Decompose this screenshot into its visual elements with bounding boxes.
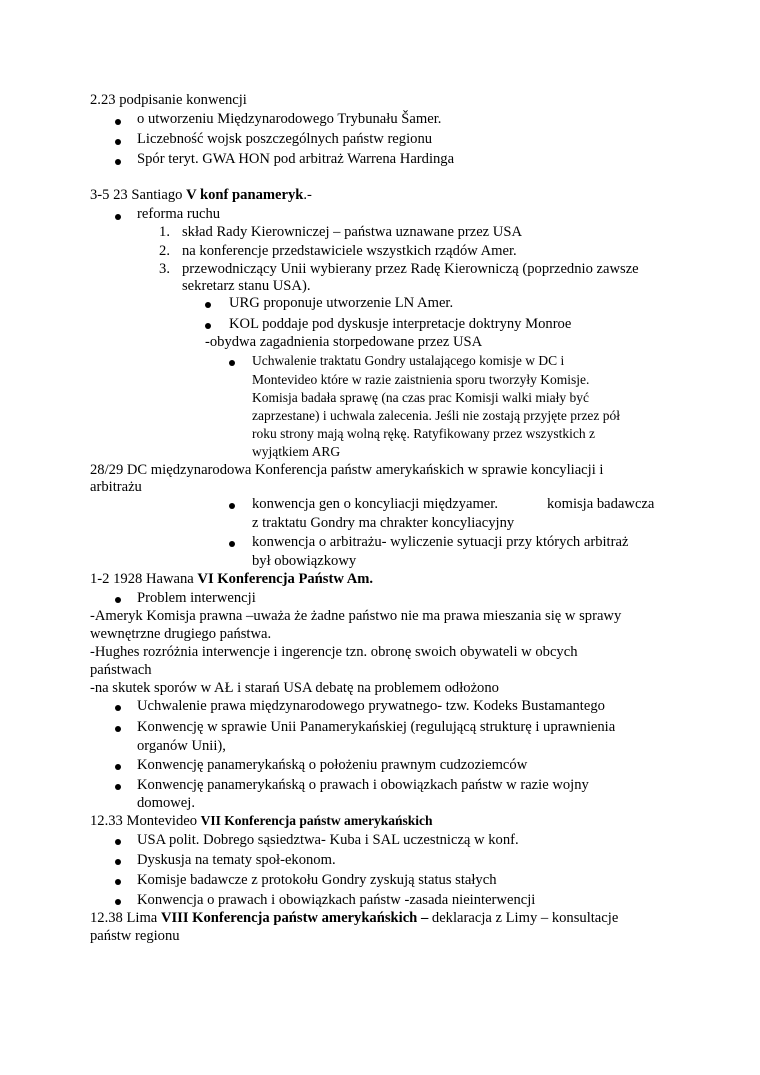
list-item: Konwencja o prawach i obowiązkach państw -zasada nieinterwencji — [137, 892, 536, 908]
bullet-icon — [229, 360, 235, 366]
bullet-icon — [115, 859, 121, 865]
section-heading-4: 1-2 1928 Hawana VI Konferencja Państw Am. — [90, 571, 374, 587]
bullet-icon — [229, 503, 235, 509]
list-item: przewodniczący Unii wybierany przez Radę Kierowniczą (poprzednio zawsze — [182, 261, 639, 277]
list-item-tab-text: komisja badawcza — [547, 496, 655, 512]
list-item-continuation: domowej. — [137, 795, 195, 811]
bullet-icon — [115, 784, 121, 790]
list-item-continuation: z traktatu Gondry ma chrakter koncyliacyjny — [252, 515, 515, 531]
section-heading-6-continuation: państw regionu — [90, 928, 180, 944]
bullet-icon — [115, 159, 121, 165]
list-item-continuation: zaprzestane) i uchwala zalecenia. Jeśli nie zostają przyjęte przez pół — [252, 408, 621, 423]
section-heading-6: 12.38 Lima VIII Konferencja państw amerykańskich – deklaracja z Limy – konsultacje — [90, 910, 619, 926]
text-line: -Ameryk Komisja prawna –uważa że żadne państwo nie ma prawa mieszania się w sprawy — [90, 608, 622, 624]
list-item: USA polit. Dobrego sąsiedztwa- Kuba i SAL uczestniczą w konf. — [137, 832, 519, 848]
list-item-continuation: Montevideo które w razie zaistnienia sporu tworzyły Komisje. — [252, 372, 590, 387]
bullet-icon — [115, 764, 121, 770]
list-item: Liczebność wojsk poszczególnych państw regionu — [137, 131, 433, 147]
list-item-continuation: organów Unii), — [137, 738, 226, 754]
bullet-icon — [115, 597, 121, 603]
bullet-icon — [115, 139, 121, 145]
note-line: -obydwa zagadnienia storpedowane przez USA — [205, 334, 483, 350]
bullet-icon — [229, 541, 235, 547]
list-item: reforma ruchu — [137, 206, 221, 222]
list-item-continuation: roku strony mają wolną rękę. Ratyfikowany przez wszystkich z — [252, 426, 596, 441]
bullet-icon — [115, 119, 121, 125]
section-heading-5: 12.33 Montevideo VII Konferencja państw amerykańskich — [90, 813, 433, 829]
text-line: wewnętrzne drugiego państwa. — [90, 626, 272, 642]
bullet-icon — [115, 879, 121, 885]
list-item: konwencja o arbitrażu- wyliczenie sytuacji przy których arbitraż — [252, 534, 629, 550]
list-item: skład Rady Kierowniczej – państwa uznawane przez USA — [182, 224, 522, 240]
text-line: państwach — [90, 662, 152, 678]
section-heading-3: 28/29 DC międzynarodowa Konferencja państw amerykańskich w sprawie koncyliacji i — [90, 462, 604, 478]
list-item-continuation: Komisja badała sprawę (na czas prac Komisji walki miały być — [252, 390, 590, 405]
list-item: KOL poddaje pod dyskusje interpretacje doktryny Monroe — [229, 316, 572, 332]
list-number: 1. — [159, 224, 170, 240]
bullet-icon — [115, 899, 121, 905]
list-item: konwencja gen o koncyliacji międzyamer. — [252, 496, 498, 512]
bullet-icon — [205, 302, 211, 308]
list-number: 2. — [159, 243, 170, 259]
section-heading-1: 2.23 podpisanie konwencji — [90, 92, 247, 108]
list-item-continuation: był obowiązkowy — [252, 553, 357, 569]
list-item: Spór teryt. GWA HON pod arbitraż Warrena Hardinga — [137, 151, 455, 167]
list-item-continuation: wyjątkiem ARG — [252, 444, 341, 459]
bullet-icon — [115, 705, 121, 711]
list-item: Komisje badawcze z protokołu Gondry zyskują status stałych — [137, 872, 497, 888]
list-number: 3. — [159, 261, 170, 277]
text-line: -na skutek sporów w AŁ i starań USA debatę na problemem odłożono — [90, 680, 499, 696]
list-item-continuation: sekretarz stanu USA). — [182, 278, 311, 294]
bullet-icon — [115, 839, 121, 845]
list-item: na konferencje przedstawiciele wszystkich rządów Amer. — [182, 243, 517, 259]
list-item: URG proponuje utworzenie LN Amer. — [229, 295, 454, 311]
list-item: Konwencję panamerykańską o położeniu prawnym cudzoziemców — [137, 757, 528, 773]
bullet-icon — [115, 214, 121, 220]
bullet-icon — [205, 323, 211, 329]
list-item: o utworzeniu Międzynarodowego Trybunału Šamer. — [137, 111, 442, 127]
section-heading-2: 3-5 23 Santiago V konf panameryk.- — [90, 187, 312, 203]
list-item: Uchwalenie prawa międzynarodowego prywatnego- tzw. Kodeks Bustamantego — [137, 698, 605, 714]
list-item: Dyskusja na tematy społ-ekonom. — [137, 852, 336, 868]
list-item: Uchwalenie traktatu Gondry ustalającego komisje w DC i — [252, 353, 565, 368]
list-item: Konwencję w sprawie Unii Panamerykańskiej (regulującą strukturę i uprawnienia — [137, 719, 616, 735]
text-line: -Hughes rozróżnia interwencje i ingerencje tzn. obronę swoich obywateli w obcych — [90, 644, 578, 660]
section-heading-3-continuation: arbitrażu — [90, 479, 142, 495]
list-item: Problem interwencji — [137, 590, 256, 606]
bullet-icon — [115, 726, 121, 732]
list-item: Konwencję panamerykańską o prawach i obowiązkach państw w razie wojny — [137, 777, 589, 793]
